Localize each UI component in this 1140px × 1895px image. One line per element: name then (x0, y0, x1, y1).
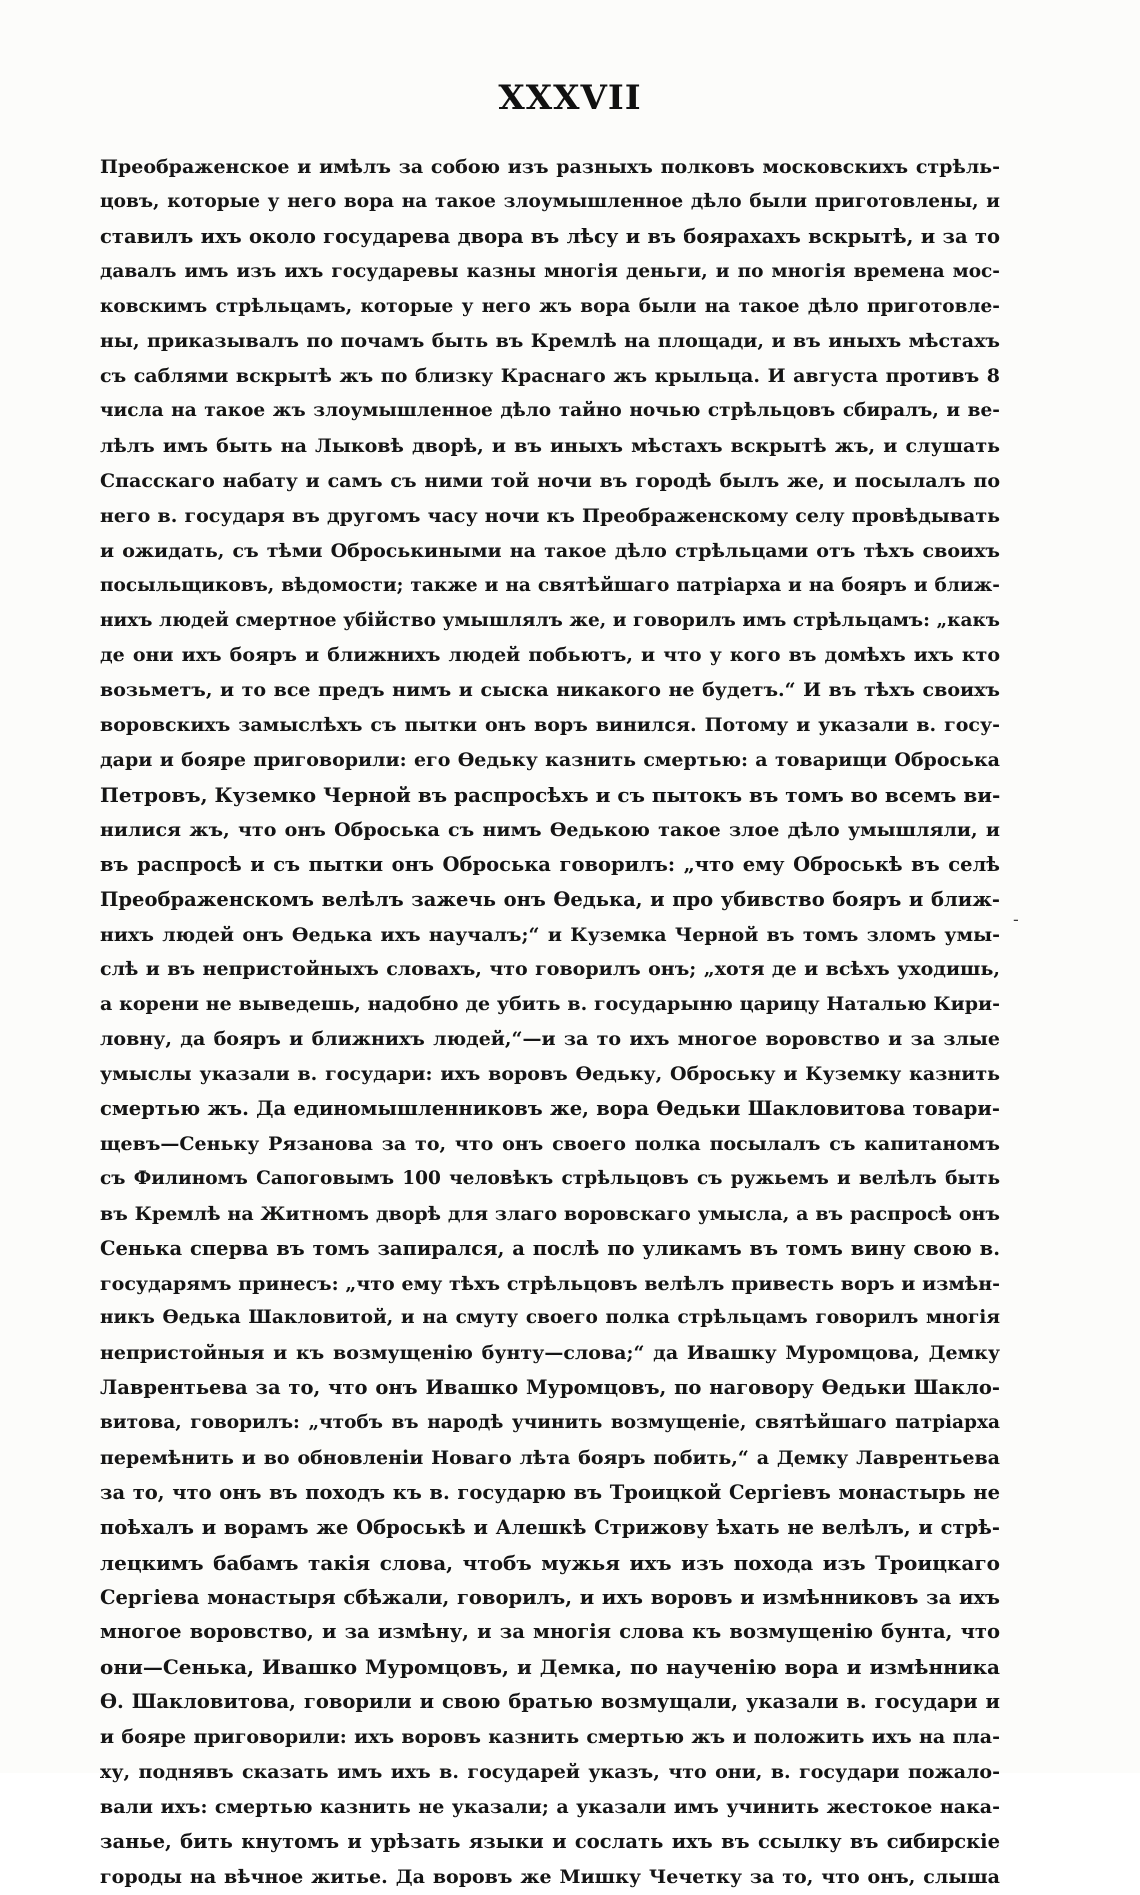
text-line: нихъ людей онъ Ѳедька ихъ научалъ;“ и Куземка Черной въ томъ зломъ умы- (100, 923, 1000, 946)
text-line: и ожидать, съ тѣми Оброськиными на такое дѣло стрѣльцами отъ тѣхъ своихъ (100, 539, 1000, 562)
text-line: возьметъ, и то все предъ нимъ и сыска никакого не будетъ.“ И въ тѣхъ своихъ (100, 679, 1000, 702)
text-line: числа на такое жъ злоумышленное дѣло тайно ночью стрѣльцовъ сбиралъ, и ве- (100, 400, 1000, 422)
text-line: умыслы указали в. государи: ихъ воровъ Ѳедьку, Оброську и Куземку казнить (100, 1063, 1000, 1086)
text-line: занье, бить кнутомъ и урѣзать языки и сослать ихъ въ ссылку въ сибирскіе (100, 1829, 1000, 1853)
text-line: а корени не выведешь, надобно де убить в. государыню царицу Наталью Кири- (100, 993, 1000, 1016)
text-line: ковскимъ стрѣльцамъ, которые у него жъ вора были на такое дѣло приготовле- (100, 295, 1000, 317)
text-line: въ распросѣ и съ пытки онъ Оброська говорилъ: „что ему Оброськѣ въ селѣ (100, 852, 1000, 876)
text-line: Ѳ. Шакловитова, говорили и свою братью возмущали, указали в. государи и (100, 1690, 1000, 1714)
text-line: давалъ имъ изъ ихъ государевы казны многія деньги, и по многія времена мос- (100, 260, 1000, 282)
text-line: многое воровство, и за измѣну, и за многія слова къ возмущенію бунта, что (100, 1620, 1000, 1644)
text-line: ны, приказывалъ по почамъ быть въ Кремлѣ на площади, и въ иныхъ мѣстахъ (100, 330, 1000, 353)
text-line: поѣхалъ и ворамъ же Оброськѣ и Алешкѣ Стрижову ѣхать не велѣлъ, и стрѣ- (100, 1515, 1000, 1539)
text-line: съ саблями вскрытѣ жъ по близку Краснаго жъ крыльца. И августа противъ 8 (100, 365, 1000, 388)
body-text (100, 150, 1000, 1895)
text-line: лецкимъ бабамъ такія слова, чтобъ мужья ихъ изъ похода изъ Троицкаго (100, 1550, 1000, 1575)
text-line: вали ихъ: смертью казнить не указали; а указали имъ учинить жестокое нака- (100, 1795, 1000, 1818)
text-line: щевъ—Сеньку Рязанова за то, что онъ своего полка посылалъ съ капитаномъ (100, 1132, 1000, 1155)
text-line: смертью жъ. Да единомышленниковъ же, вора Ѳедьки Шакловитова товари- (100, 1097, 1000, 1121)
text-line: Лаврентьева за то, что онъ Ивашко Муромцовъ, по наговору Ѳедьки Шакло- (100, 1376, 1000, 1400)
text-line: Сенька сперва въ томъ запирался, а послѣ по уликамъ въ томъ вину свою в. (100, 1236, 1000, 1260)
text-line: дари и бояре приговорили: его Ѳедьку казнить смертью: а товарищи Оброська (100, 749, 1000, 772)
text-line: воровскихъ замыслѣхъ съ пытки онъ воръ винился. Потому и указали в. госу- (100, 714, 1000, 737)
text-line: Преображенское и имѣлъ за собою изъ разныхъ полковъ московскихъ стрѣль- (100, 156, 1000, 178)
text-line: лѣлъ имъ быть на Лыковѣ дворѣ, и въ иныхъ мѣстахъ вскрытѣ жъ, и слушать (100, 435, 1000, 458)
text-line: витова, говорилъ: „чтобъ въ народѣ учинить возмущеніе, святѣйшаго патріарха (100, 1412, 1000, 1434)
text-line: и бояре приговорили: ихъ воровъ казнить смертью жъ и положить ихъ на пла- (100, 1726, 1000, 1749)
text-line: городы на вѣчное житье. Да воровъ же Мишку Чечетку за то, что онъ, слыша (100, 1865, 1000, 1888)
text-line: Сергіева монастыря сбѣжали, говорилъ, и ихъ воровъ и измѣнниковъ за ихъ (100, 1585, 1000, 1609)
text-line: посыльщиковъ, вѣдомости; также и на святѣйшаго патріарха и на бояръ и ближ- (100, 574, 1000, 596)
text-line: съ Филиномъ Сапоговымъ 100 человѣкъ стрѣльцовъ съ ружьемъ и велѣлъ быть (100, 1167, 1000, 1189)
text-line: ставилъ ихъ около государева двора въ лѣсу и въ боярахахъ вскрытѣ, и за то (100, 224, 1000, 248)
text-line: государямъ принесъ: „что ему тѣхъ стрѣльцовъ велѣлъ привесть воръ и измѣн- (100, 1272, 1000, 1295)
text-line: слѣ и въ непристойныхъ словахъ, что говорилъ онъ; „хотя де и всѣхъ уходишь, (100, 958, 1000, 981)
page-number: XXXVII (498, 78, 642, 118)
text-line: Преображенскомъ велѣлъ зажечь онъ Ѳедька, и про убивство бояръ и ближ- (100, 887, 1000, 911)
text-line: никъ Ѳедька Шакловитой, и на смуту своего полка стрѣльцамъ говорилъ многія (100, 1307, 1000, 1329)
text-line: ху, поднявъ сказать имъ ихъ в. государей указъ, что они, в. государи пожало- (100, 1760, 1000, 1783)
text-line: въ Кремлѣ на Житномъ дворѣ для злаго воровскаго умысла, а въ распросѣ онъ (100, 1202, 1000, 1225)
text-line: него в. государя въ другомъ часу ночи къ Преображенскому селу провѣдывать (100, 504, 1000, 527)
text-line: перемѣнить и во обновленіи Новаго лѣта бояръ побить,“ а Демку Лаврентьева (100, 1446, 1000, 1469)
text-line: они—Сенька, Ивашко Муромцовъ, и Демка, по наученію вора и измѣнника (100, 1655, 1000, 1680)
text-line: де они ихъ бояръ и ближнихъ людей побьютъ, и что у кого въ домѣхъ ихъ кто (100, 644, 1000, 667)
text-line: нилися жъ, что онъ Оброська съ нимъ Ѳедькою такое злое дѣло умышляли, и (100, 818, 1000, 841)
text-line: Петровъ, Куземко Черной въ распросѣхъ и съ пытокъ въ томъ во всемъ ви- (100, 783, 1000, 808)
text-line: за то, что онъ въ походъ къ в. государю въ Троицкой Сергіевъ монастырь не (100, 1480, 1000, 1504)
text-line: Спасскаго набату и самъ съ ними той ночи въ городѣ былъ же, и посылалъ по (100, 470, 1000, 493)
text-line: ловну, да бояръ и ближнихъ людей,“—и за то ихъ многое воровство и за злые (100, 1028, 1000, 1051)
text-line: нихъ людей смертное убійство умышлялъ же, и говорилъ имъ стрѣльцамъ: „какъ (100, 609, 1000, 631)
text-line: цовъ, которые у него вора на такое злоумышленное дѣло были приготовлены, и (100, 190, 1000, 212)
margin-mark: - (1013, 910, 1019, 929)
text-line: непристойныя и къ возмущенію бунту—слова;“ да Ивашку Муромцова, Демку (100, 1342, 1000, 1365)
